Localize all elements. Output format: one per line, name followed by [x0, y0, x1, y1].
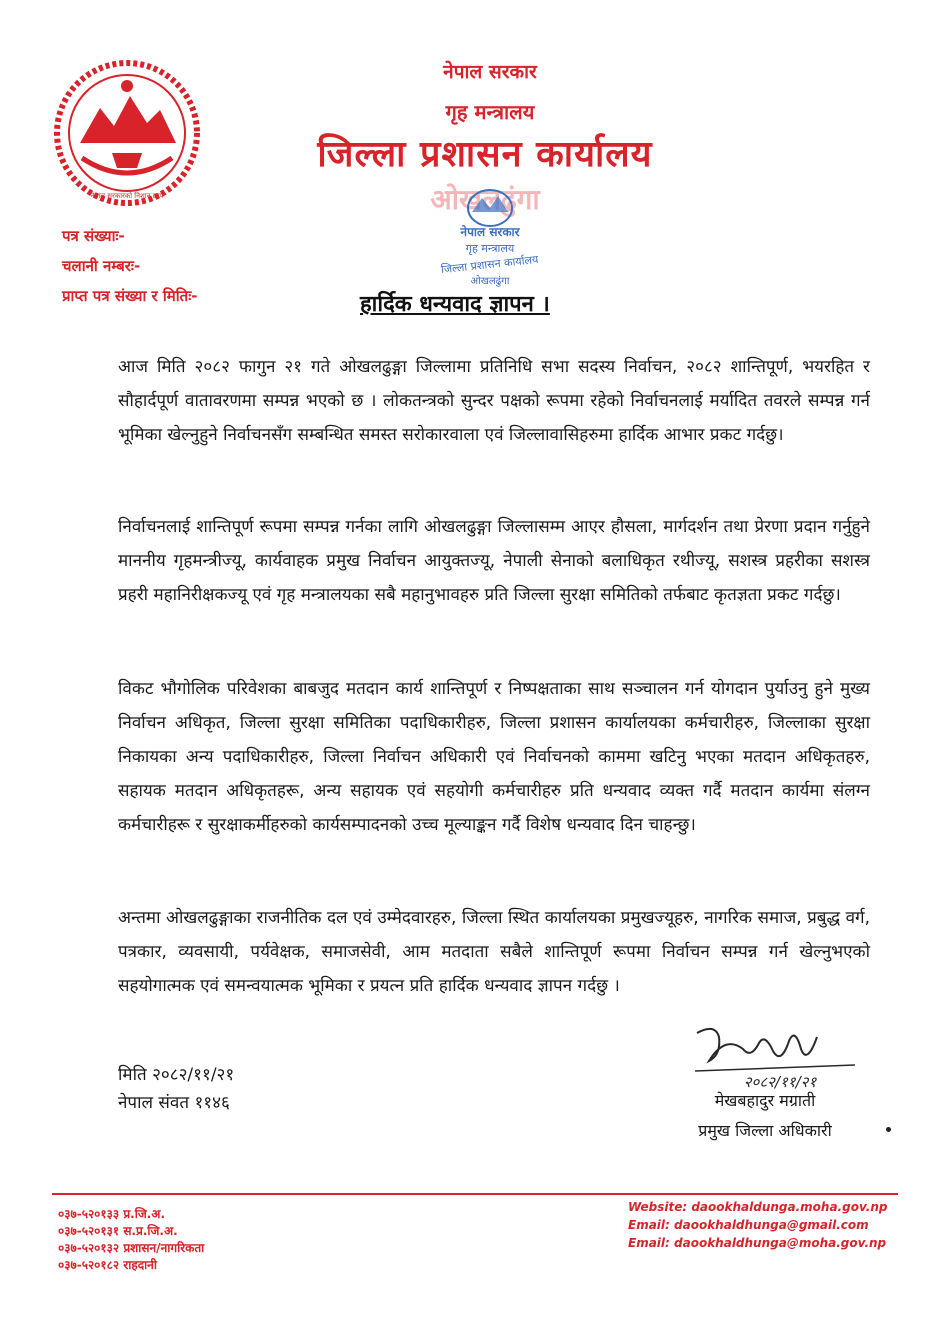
stamp-line-1: नेपाल सरकार: [460, 225, 520, 239]
nepal-samvat-date: नेपाल संवत ११४६: [118, 1093, 230, 1113]
phone-line-3: ०३७-५२०१३२ प्रशासन/नागरिकता: [58, 1241, 205, 1255]
email-line-2: [628, 1236, 886, 1250]
email-line-1: [628, 1218, 869, 1232]
office-stamp: [410, 178, 570, 296]
stamp-line-3: जिल्ला प्रशासन कार्यालय: [440, 252, 539, 277]
phone-line-1: ०३७-५२०१३३ प्र.जि.अ.: [58, 1207, 166, 1221]
stamp-line-4: ओखलढुंगा: [470, 276, 510, 287]
ink-dot: [886, 1127, 891, 1132]
nepal-emblem-icon: [52, 58, 202, 208]
office-title: जिल्ला प्रशासन कार्यालय: [317, 134, 653, 175]
government-title: नेपाल सरकार: [443, 61, 537, 83]
website-label: Website:: [628, 1200, 688, 1214]
letter-number-label: पत्र संख्याः-: [62, 227, 125, 245]
bs-date: मिति २०८२/११/२१: [118, 1065, 235, 1085]
district-title: ओखलढुंगा: [430, 183, 540, 216]
received-letter-label: प्राप्त पत्र संख्या र मितिः-: [62, 287, 198, 305]
website-link[interactable]: daookhaldunga.moha.gov.np: [691, 1200, 888, 1214]
signature-mark: [685, 1015, 865, 1095]
body-paragraph-3: विकट भौगोलिक परिवेशका बाबजुद मतदान कार्य शान्तिपूर्ण र निष्पक्षताका साथ सञ्चालन गर्न योगदान पुर्याउनु हुने मुख्य निर्वाचन अधिकृत, जिल्ला सुरक्षा समितिका पदाधिकारीहरु, जिल्ला प्रशासन कार्यालयका कर्मचारीहरु, जिल्लाका सुरक्षा निकायका अन्य पदाधिकारीहरु, जिल्ला निर्वाचन अधिकारी एवं निर्वाचनको काममा खटिनु भएका मतदान अधिकृतहरु, सहायक मतदान अधिकृतहरू, अन्य सहायक एवं सहयोगी कर्मचारीहरु प्रति धन्यवाद व्यक्त गर्दै मतदान कार्यमा संलग्न कर्मचारीहरू र सुरक्षाकर्मीहरुको कार्यसम्पादनको उच्च मूल्याङ्कन गर्दै विशेष धन्यवाद दिन चाहन्छु।: [118, 679, 870, 835]
body-paragraph-2: निर्वाचनलाई शान्तिपूर्ण रूपमा सम्पन्न गर्नका लागि ओखलढुङ्गा जिल्लासम्म आएर हौसला, मार्गदर्शन तथा प्रेरणा प्रदान गर्नुहुने माननीय गृहमन्त्रीज्यू, कार्यवाहक प्रमुख निर्वाचन आयुक्तज्यू, नेपाली सेनाको बलाधिकृत रथीज्यू, सशस्त्र प्रहरीका सशस्त्र प्रहरी महानिरीक्षकज्यू एवं गृह मन्त्रालयका सबै महानुभावहरु प्रति जिल्ला सुरक्षा समितिको तर्फबाट कृतज्ञता प्रकट गर्दछु।: [118, 517, 870, 605]
email-label-1: Email:: [628, 1218, 670, 1232]
email-label-2: Email:: [628, 1236, 670, 1250]
signatory-name: मेखबहादुर मग्राती: [714, 1091, 816, 1110]
email-link-1[interactable]: daookhaldhunga@gmail.com: [674, 1218, 869, 1232]
body-paragraph-4: अन्तमा ओखलढुङ्गाका राजनीतिक दल एवं उम्मेदवारहरु, जिल्ला स्थित कार्यालयका प्रमुखज्यूहरु, नागरिक समाज, प्रबुद्ध वर्ग, पत्रकार, व्यवसायी, पर्यवेक्षक, समाजसेवी, आम मतदाता सबैले शान्तिपूर्ण रूपमा निर्वाचन सम्पन्न गर्न खेल्नुभएको सहयोगात्मक एवं समन्वयात्मक भूमिका र प्रयत्न प्रति हार्दिक धन्यवाद ज्ञापन गर्दछु ।: [118, 908, 870, 996]
email-link-2[interactable]: daookhaldhunga@moha.gov.np: [674, 1236, 887, 1250]
body-paragraph-1: आज मिति २०८२ फागुन २१ गते ओखलढुङ्गा जिल्लामा प्रतिनिधि सभा सदस्य निर्वाचन, २०८२ शान्तिपूर्ण, भयरहित र सौहार्दपूर्ण वातावरणमा सम्पन्न भएको छ । लोकतन्त्रको सुन्दर पक्षको रूपमा रहेको निर्वाचनलाई मर्यादित तवरले सम्पन्न गर्न भूमिका खेल्नुहुने निर्वाचनसँग सम्बन्धित समस्त सरोकारवाला एवं जिल्लावासिहरुमा हार्दिक आभार प्रकट गर्दछु।: [118, 357, 870, 445]
phone-line-4: ०३७-५२०१८२ राहदानी: [58, 1258, 157, 1272]
dispatch-number-label: चलानी नम्बरः-: [62, 257, 141, 275]
stamp-line-2: गृह मन्त्रालय: [465, 242, 515, 255]
phone-line-2: ०३७-५२०१३१ स.प्र.जि.अ.: [58, 1224, 178, 1238]
subject-heading: हार्दिक धन्यवाद ज्ञापन ।: [360, 292, 550, 317]
ministry-title: गृह मन्त्रालय: [445, 100, 535, 124]
website-line: [628, 1200, 887, 1214]
signatory-title: प्रमुख जिल्ला अधिकारी: [698, 1121, 832, 1140]
emblem-caption: नेपाल सरकारको निशान छाप: [90, 192, 164, 200]
footer-divider: [52, 1193, 898, 1195]
signature-date: २०८२/११/२१: [743, 1073, 817, 1091]
